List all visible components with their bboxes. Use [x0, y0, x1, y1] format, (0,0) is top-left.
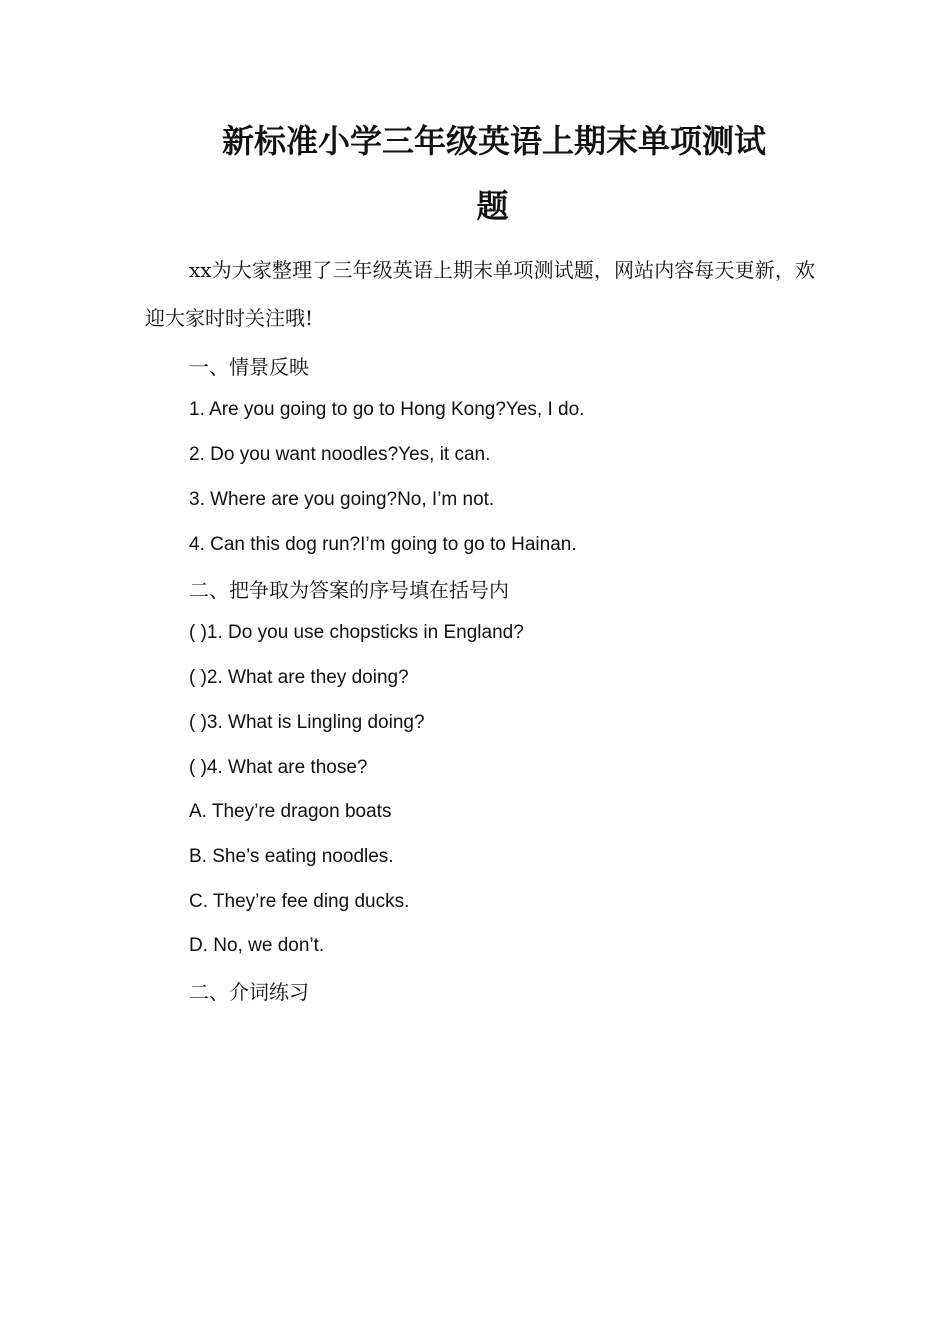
- section-2-answer: A. They’re dragon boats: [189, 801, 392, 822]
- section-2-answer: C. They’re fee ding ducks.: [189, 891, 410, 912]
- section-2-answer: D. No, we don’t.: [189, 935, 325, 956]
- section-2-answer: B. She’s eating noodles.: [189, 846, 394, 867]
- title-line-2: 题: [476, 187, 509, 225]
- section-1-item: 4. Can this dog run?I’m going to go to Hainan.: [189, 534, 577, 555]
- section-1-item: 2. Do you want noodles?Yes, it can.: [189, 444, 491, 465]
- section-2-question: ( )1. Do you use chopsticks in England?: [189, 622, 524, 643]
- section-1-heading: 一、情景反映: [189, 355, 309, 379]
- title-line-1: 新标准小学三年级英语上期末单项测试: [222, 122, 767, 160]
- section-2-question: ( )4. What are those?: [189, 757, 368, 778]
- section-2-question: ( )2. What are they doing?: [189, 667, 409, 688]
- section-3-heading: 二、介词练习: [189, 980, 309, 1004]
- section-2-question: ( )3. What is Lingling doing?: [189, 712, 425, 733]
- section-1-item: 1. Are you going to go to Hong Kong?Yes, I do.: [189, 399, 585, 420]
- section-1-item: 3. Where are you going?No, I’m not.: [189, 489, 495, 510]
- section-2-heading: 二、把争取为答案的序号填在括号内: [189, 578, 509, 602]
- intro-paragraph: xx为大家整理了三年级英语上期末单项测试题，网站内容每天更新，欢迎大家时时关注哦!: [145, 258, 815, 330]
